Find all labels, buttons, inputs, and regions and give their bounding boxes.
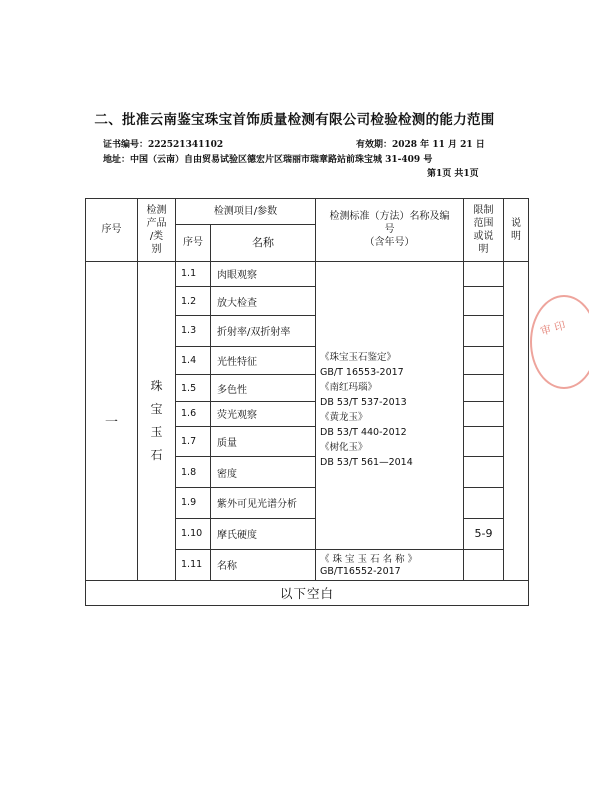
item-name: 肉眼观察 — [211, 261, 316, 287]
header-limit: 限制 范围 或说 明 — [464, 199, 504, 262]
standard-main: 《珠宝玉石鉴定》 GB/T 16553-2017 《南红玛瑙》 DB 53/T 537-2013 《黄龙玉》 DB 53/T 440-2012 《树化玉》 DB 53/T 561—2014 — [316, 261, 464, 549]
group-seq: 一 — [86, 261, 138, 581]
item-name: 摩氏硬度 — [211, 518, 316, 549]
item-name: 光性特征 — [211, 346, 316, 375]
item-name: 紫外可见光谱分析 — [211, 488, 316, 519]
footer-blank-note: 以下空白 — [86, 581, 529, 606]
item-no: 1.2 — [176, 287, 211, 316]
item-no: 1.11 — [176, 549, 211, 581]
item-limit — [464, 457, 504, 488]
header-seq: 序号 — [86, 199, 138, 262]
header-item-name: 名称 — [211, 224, 316, 261]
header-standard: 检测标准（方法）名称及编 号 （含年号） — [316, 199, 464, 262]
item-no: 1.6 — [176, 401, 211, 426]
valid-until: 有效期：2028 年 11 月 21 日 — [356, 140, 485, 150]
standard-name-code: GB/T16552-2017 — [320, 565, 401, 577]
product-category: 珠 宝 玉 石 — [138, 261, 176, 581]
item-no: 1.1 — [176, 261, 211, 287]
item-limit — [464, 426, 504, 457]
item-name: 折射率/双折射率 — [211, 315, 316, 346]
item-no: 1.7 — [176, 426, 211, 457]
item-limit — [464, 375, 504, 402]
capability-scope-table — [85, 198, 529, 606]
address: 地址：中国（云南）自由贸易试验区德宏片区瑞丽市瑞章路站前珠宝城 31-409 号 — [103, 155, 433, 165]
item-limit — [464, 346, 504, 375]
item-name: 荧光观察 — [211, 401, 316, 426]
item-no: 1.8 — [176, 457, 211, 488]
item-limit: 5-9 — [464, 518, 504, 549]
item-name: 名称 — [211, 549, 316, 581]
standard-name-title: 《 珠 宝 玉 石 名 称 》 — [320, 553, 418, 565]
item-name: 密度 — [211, 457, 316, 488]
item-no: 1.9 — [176, 488, 211, 519]
item-name: 放大检查 — [211, 287, 316, 316]
document-title: 二、批准云南鉴宝珠宝首饰质量检测有限公司检验检测的能力范围 — [94, 112, 495, 128]
item-no: 1.10 — [176, 518, 211, 549]
item-limit — [464, 488, 504, 519]
item-limit — [464, 549, 504, 581]
item-name: 多色性 — [211, 375, 316, 402]
item-no: 1.5 — [176, 375, 211, 402]
header-product: 检测 产品 /类 别 — [138, 199, 176, 262]
certificate-number: 证书编号：222521341102 — [103, 140, 224, 150]
item-no: 1.3 — [176, 315, 211, 346]
item-no: 1.4 — [176, 346, 211, 375]
seal-text: 审 印 — [538, 318, 567, 339]
official-seal — [530, 295, 589, 389]
item-name: 质量 — [211, 426, 316, 457]
header-items-group: 检测项目/参数 — [176, 199, 316, 225]
item-limit — [464, 315, 504, 346]
item-limit — [464, 261, 504, 287]
item-limit — [464, 287, 504, 316]
header-note: 说 明 — [504, 199, 529, 262]
note-cell — [504, 261, 529, 581]
item-limit — [464, 401, 504, 426]
page-info: 第1页 共1页 — [427, 169, 479, 179]
standard-name — [316, 549, 464, 581]
header-item-seq: 序号 — [176, 224, 211, 261]
